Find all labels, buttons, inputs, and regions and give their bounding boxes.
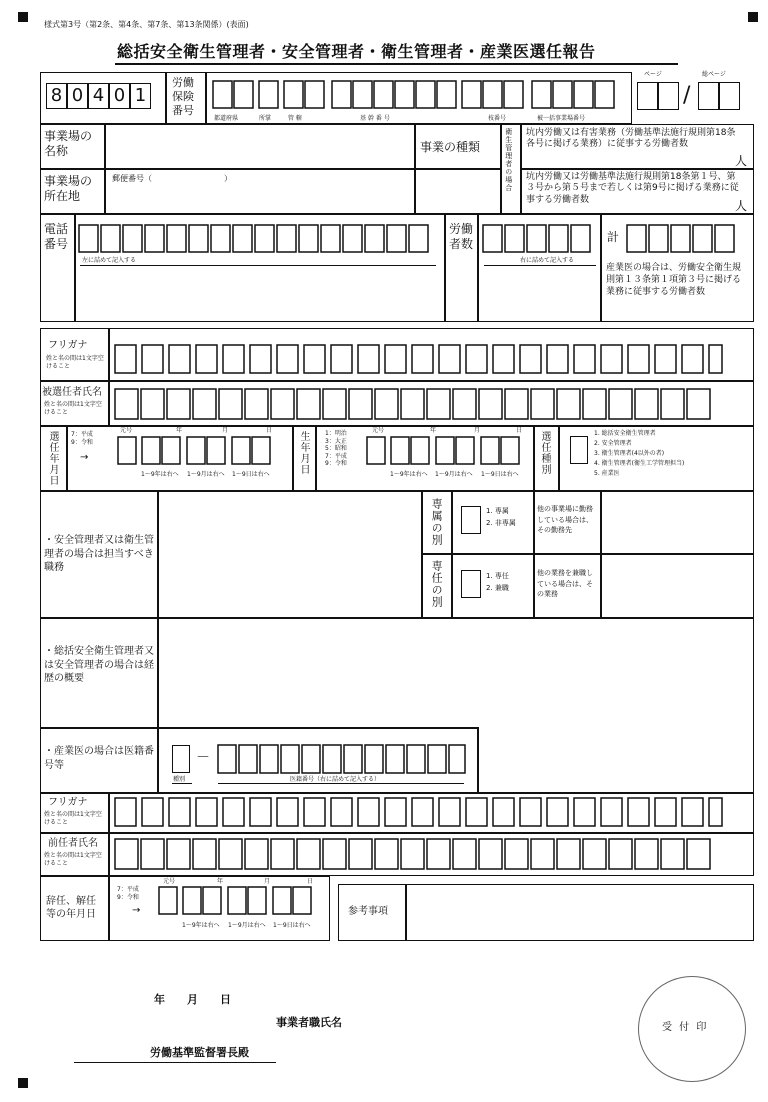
- ymd-label: 日: [307, 878, 314, 885]
- harmful-work-note: 坑内労働又は有害業務（労働基準法施行規則第18条各号に掲げる業務）に従事する労働者数: [526, 128, 736, 150]
- digit-hint: 1～9日は右へ: [232, 471, 270, 478]
- mine-work-note: 坑内労働又は労働基準法施行規則第18条第１号、第３号から第５号まで若しくは第9号に掲げる業務に従事する労働者数: [526, 172, 739, 205]
- page-box[interactable]: [637, 82, 658, 110]
- workplace-name-label: 事業場の 名称: [44, 129, 93, 158]
- divider: [108, 793, 110, 876]
- ymd-label: 年: [176, 427, 183, 434]
- corner-mark-top-right: [748, 12, 758, 22]
- insurance-divider: [205, 72, 207, 124]
- insurance-sublabel: 管 轄: [288, 115, 302, 122]
- corner-mark-top-left: [18, 12, 28, 22]
- insurance-digit-grid[interactable]: [212, 80, 622, 110]
- career-label: ・総括安全衛生管理者又は安全管理者の場合は経歴の概要: [44, 646, 154, 684]
- resign-date-boxes[interactable]: [158, 886, 322, 920]
- appointee-name-label: 被選任者氏名: [42, 387, 102, 398]
- divider: [74, 213, 76, 322]
- type-option: 3. 衛生管理者(4以外の者): [594, 450, 665, 457]
- ymd-label: 元号: [372, 427, 385, 434]
- phone-digit-boxes[interactable]: [78, 224, 443, 258]
- digit-hint: 1～9月は右へ: [228, 922, 266, 929]
- divider: [108, 876, 110, 941]
- resign-date-label: 辞任、解任 等の年月日: [46, 896, 96, 920]
- page-label: ページ: [644, 71, 662, 78]
- divider: [414, 124, 416, 213]
- divider: [477, 213, 479, 322]
- divider: [108, 328, 110, 425]
- form-number: 様式第3号（第2条、第4条、第7条、第13条関係）(表面): [44, 20, 249, 29]
- divider: [520, 168, 754, 170]
- doctor-number-hint: 医籍番号（右に詰めて記入する）: [290, 776, 381, 783]
- ymd-label: 月: [222, 427, 229, 434]
- type-option: 5. 産業医: [594, 470, 620, 477]
- predecessor-furigana-label: フリガナ: [48, 797, 88, 808]
- workplace-address-label: 事業場の 所在地: [44, 174, 93, 203]
- exclusive-note: 他の事業場に勤務している場合は、その勤務先: [537, 505, 593, 534]
- divider: [500, 124, 502, 213]
- divider: [558, 425, 560, 490]
- era-arrow: →: [80, 452, 89, 463]
- divider: [405, 884, 407, 941]
- appointment-date-grid[interactable]: [117, 436, 281, 466]
- predecessor-name-hint: 姓と名の間は1文字空けること: [44, 852, 102, 867]
- resign-era-options: 7：平成 9：令和: [117, 886, 139, 901]
- total-page-box[interactable]: [698, 82, 719, 110]
- digit-hint: 1～9日は右へ: [273, 922, 311, 929]
- total-page-label: 総ページ: [702, 71, 726, 78]
- divider: [421, 553, 754, 555]
- reception-stamp-label: 受 付 印: [662, 1022, 709, 1033]
- workers-hint: 右に詰めて記入する: [520, 257, 575, 264]
- digit-hint: 1～9月は右へ: [187, 471, 225, 478]
- resign-date-grid[interactable]: [158, 886, 322, 916]
- doctor-type-hint: 種別: [173, 776, 186, 783]
- resign-arrow: →: [132, 905, 141, 916]
- appointee-name-grid[interactable]: [114, 388, 724, 422]
- insurance-sublabel: 枝番号: [488, 115, 507, 122]
- predecessor-furigana-grid[interactable]: [114, 797, 724, 829]
- digit-hint: 1～9年は右へ: [182, 922, 220, 929]
- ymd-label: 年: [430, 427, 437, 434]
- predecessor-name-label: 前任者氏名: [48, 838, 98, 849]
- insurance-sublabel: 都道府県: [214, 115, 239, 122]
- workers-label: 労働 者数: [449, 222, 474, 251]
- insurance-sublabel: 所掌: [259, 115, 272, 122]
- appointment-date-boxes[interactable]: [117, 436, 281, 470]
- digit-hint: 1～9月は右へ: [435, 471, 473, 478]
- exclusive-options: 1. 専属 2. 非専属: [486, 507, 516, 527]
- ymd-label: 元号: [163, 878, 176, 885]
- furigana-hint: 姓と名の間は1文字空けること: [46, 355, 104, 370]
- divider: [477, 727, 479, 793]
- divider: [292, 425, 294, 490]
- era-options: 7：平成 9：令和: [71, 431, 93, 446]
- phone-digit-grid[interactable]: [78, 224, 443, 254]
- industry-label: 事業の種類: [420, 140, 481, 154]
- code-digit: 0: [109, 83, 130, 109]
- divider: [600, 213, 602, 322]
- appointment-date-label: 選任年月日: [47, 431, 58, 486]
- type-option: 1. 総括安全衛生管理者: [594, 430, 656, 437]
- doctor-type-box[interactable]: [172, 745, 190, 773]
- digit-hint: 1～9年は右へ: [141, 471, 179, 478]
- furigana-grid[interactable]: [114, 344, 724, 376]
- divider: [484, 265, 596, 266]
- fulltime-box[interactable]: [461, 570, 481, 598]
- ymd-label: 月: [264, 878, 271, 885]
- insurance-sublabel: 被一括事業場番号: [537, 115, 586, 122]
- appointment-type-box[interactable]: [570, 436, 588, 464]
- total-digit-boxes[interactable]: [626, 224, 741, 258]
- predecessor-name-boxes[interactable]: [114, 838, 724, 876]
- title-underline: [115, 63, 678, 65]
- ymd-label: 日: [266, 427, 273, 434]
- birth-date-label: 生年月日: [298, 431, 309, 475]
- doctor-number-grid[interactable]: [217, 744, 467, 776]
- divider: [315, 425, 317, 490]
- ymd-label: 日: [516, 427, 523, 434]
- appointment-type-label: 選任種別: [539, 431, 550, 475]
- divider: [533, 425, 535, 490]
- divider: [40, 617, 754, 619]
- insurance-digit-boxes[interactable]: [212, 80, 622, 110]
- total-page-box[interactable]: [719, 82, 740, 110]
- ymd-label: 年: [217, 878, 224, 885]
- birth-date-boxes[interactable]: [366, 436, 530, 470]
- furigana-boxes[interactable]: [114, 344, 724, 380]
- ymd-label: 元号: [120, 427, 133, 434]
- insurance-number-label: 労働 保険 番号: [172, 76, 194, 117]
- corner-mark-bottom-left: [18, 1078, 28, 1088]
- doctor-number-label: ・産業医の場合は医籍番号等: [44, 746, 154, 771]
- insurance-sublabel: 基 幹 番 号: [360, 115, 390, 122]
- divider: [104, 124, 106, 213]
- divider: [80, 265, 436, 266]
- addressee-label: 労働基準監督署長殿: [150, 1046, 249, 1059]
- digit-hint: 1～9年は右へ: [390, 471, 428, 478]
- phone-label: 電話 番号: [44, 222, 69, 251]
- divider: [157, 490, 159, 793]
- type-option: 4. 衛生管理者(衛生工学管理担当): [594, 460, 685, 467]
- page-box[interactable]: [658, 82, 679, 110]
- phone-hint: 左に詰めて記入する: [82, 257, 137, 264]
- digit-hint: 1～9日は右へ: [481, 471, 519, 478]
- remarks-block[interactable]: [338, 884, 754, 941]
- birth-era-options: 1：明治 3：大正 5：昭和 7：平成 9：令和: [325, 430, 347, 467]
- workers-digit-boxes[interactable]: [482, 224, 597, 258]
- total-label: 計: [607, 230, 620, 244]
- furigana-label: フリガナ: [48, 340, 88, 351]
- divider: [40, 168, 500, 170]
- appointee-name-boxes[interactable]: [114, 388, 724, 426]
- divider: [444, 213, 446, 322]
- code-digit: 1: [130, 83, 151, 109]
- code-digit: 4: [88, 83, 109, 109]
- workers-digit-grid[interactable]: [482, 224, 597, 254]
- safety-duty-label: ・安全管理者又は衛生管理者の場合は担当すべき職務: [44, 535, 154, 573]
- postal-code-label: 郵便番号（ ）: [112, 174, 232, 183]
- birth-date-grid[interactable]: [366, 436, 530, 466]
- appointee-name-hint: 姓と名の間は1文字空けること: [44, 401, 102, 416]
- divider: [40, 380, 754, 382]
- divider: [40, 213, 754, 215]
- exclusive-box[interactable]: [461, 506, 481, 534]
- ymd-label: 月: [474, 427, 481, 434]
- employer-label: 事業者職氏名: [276, 1016, 342, 1029]
- addressee-underline: [74, 1062, 276, 1063]
- divider: [66, 425, 68, 490]
- fulltime-note: 他の業務を兼職している場合は、その業務: [537, 569, 593, 598]
- divider: [40, 490, 754, 492]
- total-digit-grid[interactable]: [626, 224, 741, 254]
- report-date-label: 年 月 日: [154, 993, 231, 1006]
- code-digit: 0: [67, 83, 88, 109]
- harmful-work-unit: 人: [735, 154, 748, 168]
- type-option: 2. 安全管理者: [594, 440, 632, 447]
- health-manager-vertical-label: 衛生管理者の場合: [504, 128, 513, 192]
- exclusive-label: 専属の別: [430, 498, 444, 546]
- remarks-label: 参考事項: [348, 906, 388, 917]
- fulltime-label: 専任の別: [430, 560, 444, 608]
- code-digit: 8: [46, 83, 67, 109]
- doctor-dash: －: [196, 750, 210, 766]
- doctor-number-boxes[interactable]: [217, 744, 467, 780]
- doctor-worker-note: 産業医の場合は、労働安全衛生規則第１３条第１項第３号に掲げる業務に従事する労働者数: [606, 263, 742, 298]
- divider: [40, 727, 477, 729]
- fulltime-options: 1. 専任 2. 兼職: [486, 572, 509, 592]
- page-slash: /: [683, 83, 691, 108]
- predecessor-furigana-boxes[interactable]: [114, 797, 724, 833]
- predecessor-name-grid[interactable]: [114, 838, 724, 872]
- mine-work-unit: 人: [735, 199, 748, 213]
- predecessor-furigana-hint: 姓と名の間は1文字空けること: [44, 811, 102, 826]
- page-title: 総括安全衛生管理者・安全管理者・衛生管理者・産業医選任報告: [117, 42, 596, 61]
